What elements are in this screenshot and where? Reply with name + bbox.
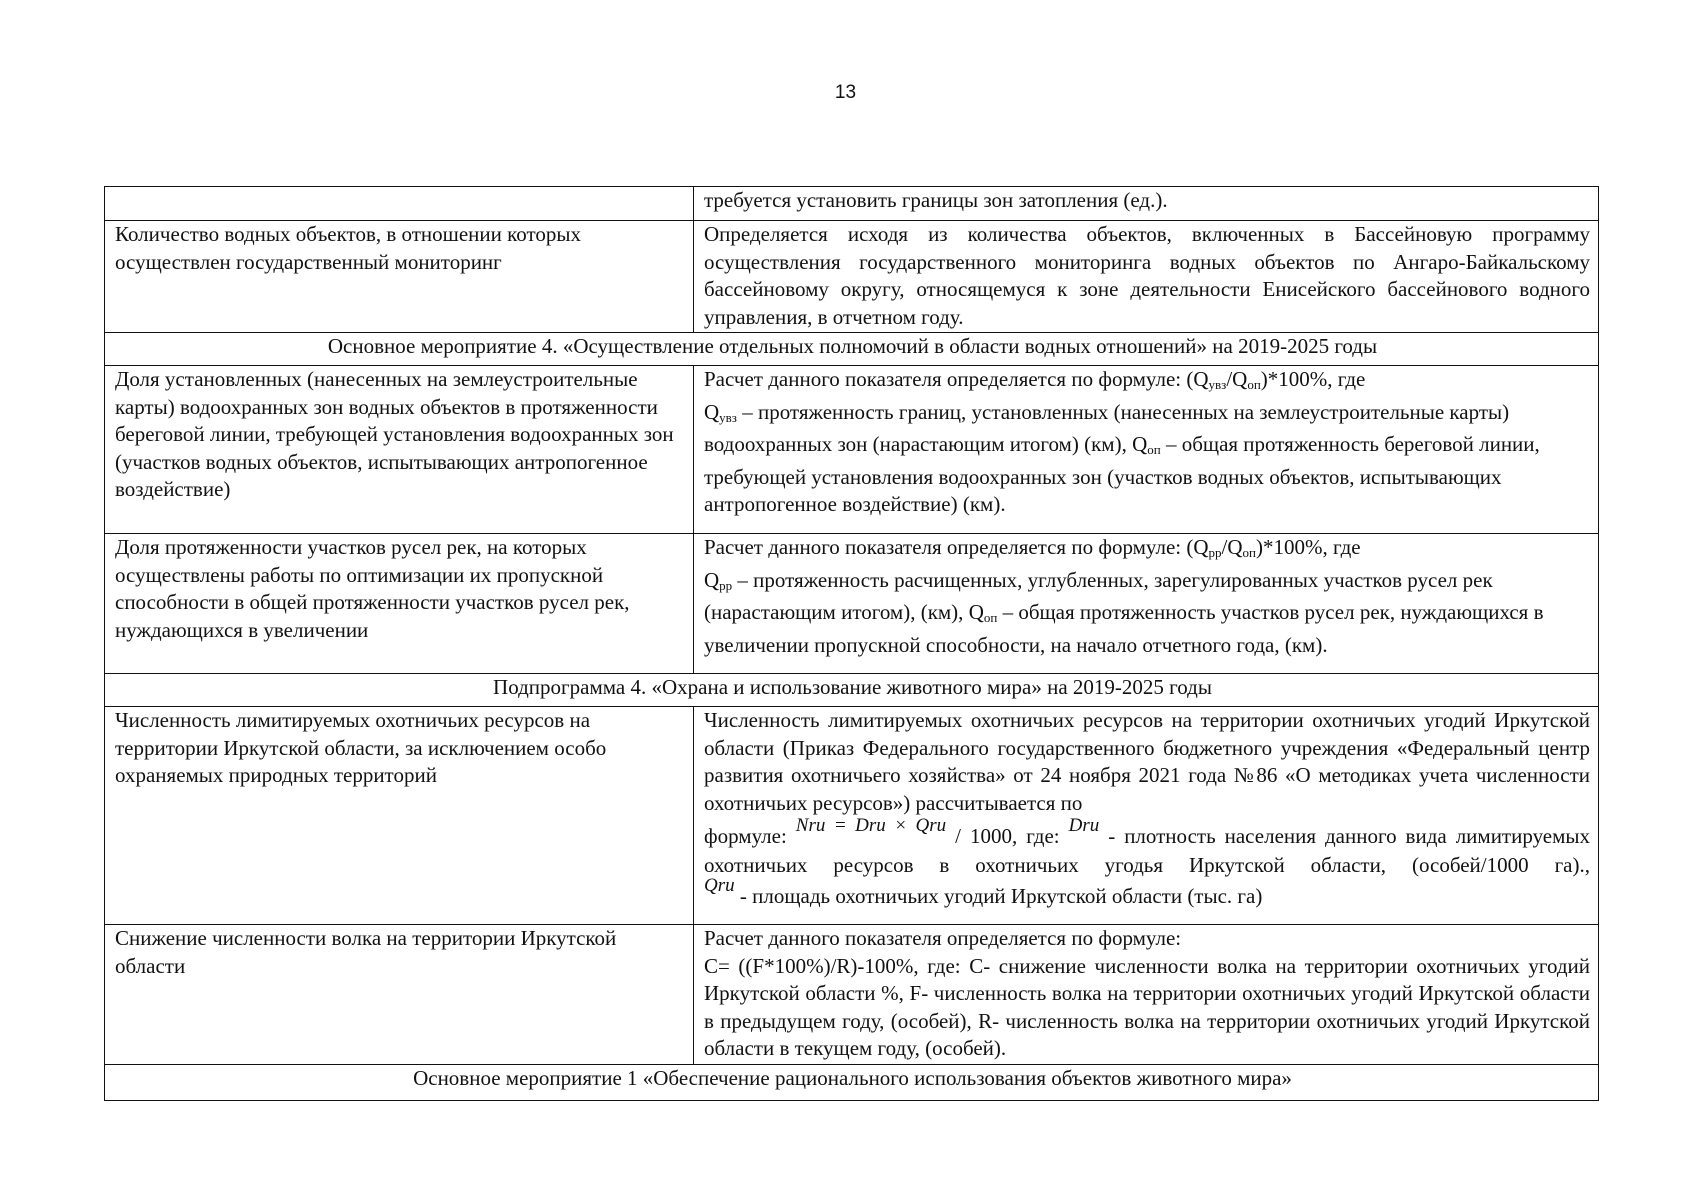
area-symbol: Qru [704,875,735,896]
page-number: 13 [834,82,857,103]
indicator-name-cell: Количество водных объектов, в отношении которых осуществлен государственный мониторинг [105,221,694,333]
indicator-table [104,186,1599,1101]
calculation-method-cell [694,534,1599,674]
indicator-name-cell: Доля протяженности участков русел рек, на которых осуществлены работы по оптимизации их пропускной способности в общей протяженности участков русел рек, нуждающихся в увеличении [105,534,694,674]
indicator-name-cell: Численность лимитируемых охотничьих ресурсов на территории Иркутской области, за исключением особо охраняемых природных территорий [105,707,694,925]
table-row [105,366,1599,534]
table-row [105,925,1599,1065]
density-symbol: Dru [1068,815,1100,836]
table-row [105,187,1599,221]
formula-intro: Численность лимитируемых охотничьих ресурсов на территории охотничьих угодий Иркутской области (Приказ Федерального государственного бюджетного учреждения «Федеральный центр развития охотничьего хозяйства» от 24 ноября 2021 года №86 «О методиках учета численности охотничьих ресурсов») рассчитывается по [704,708,1590,815]
table-row [105,534,1599,674]
calculation-method-cell: Определяется исходя из количества объектов, включенных в Бассейновую программу осуществления государственного мониторинга водных объектов по Ангаро-Байкальскому бассейновому округу, относящемуся к зоне деятельности Енисейского бассейнового водного управления, в отчетном году. [694,221,1599,333]
section-title: Основное мероприятие 4. «Осуществление отдельных полномочий в области водных отношений» на 2019-2025 годы [105,333,1599,366]
formula-expression: Nru = Dru × Qru [795,815,947,836]
formula-line: Расчет данного показателя определяется по формуле: [704,926,1182,950]
formula-line: формуле: Nru = Dru × Qru / 1000, где: Dru - плотность населения данного вида лимитируемых охотничьих ресурсов в охотничьих угодья Иркутской области, (особей/1000 га)., [704,815,1591,877]
formula-area: Qru - площадь охотничьих угодий Иркутской области (тыс. га) [704,875,1263,908]
formula-line: Расчет данного показателя определяется по формуле: $(Q_{увз}/Q_{оп})*100\%$, где [704,367,1366,392]
formula-line: Расчет данного показателя определяется по формуле: $(Q_{рр}/Q_{оп})*100\%$, где [704,535,1361,560]
section-title: Подпрограмма 4. «Охрана и использование животного мира» на 2019-2025 годы [105,674,1599,707]
formula-explanation: С= ((F*100%)/R)-100%, где: С- снижение численности волка на территории охотничьих угодий Иркутской области %, F- численность волка на территории охотничьих угодий Иркутской области в предыдущем году, (особей), R- численность волка на территории охотничьих угодий Иркутской области в текущем году, (особей). [704,953,1590,1060]
formula-explanation: $Q_{увз}$ – протяженность границ, установленных (нанесенных на землеустроительные карты) водоохранных зон (нарастающим итогом) (км), $Q_{оп}$ – общая протяженность береговой линии, требующей установления водоохранных зон (участков водных объектов, испытывающих антропогенное воздействие) (км). [704,399,1540,516]
calculation-method-cell [694,925,1599,1065]
section-header-row [105,1065,1599,1101]
indicator-name-cell: Снижение численности волка на территории Иркутской области [105,925,694,1065]
table-row [105,707,1599,925]
indicator-name-cell: Доля установленных (нанесенных на землеустроительные карты) водоохранных зон водных объектов в протяженности береговой линии, требующей установления водоохранных зон (участков водных объектов, испытывающих антропогенное воздействие) [105,366,694,534]
formula-explanation: $Q_{рр}$ – протяженность расчищенных, углубленных, зарегулированных участков русел рек (нарастающим итогом), (км), $Q_{оп}$ – общая протяженность участков русел рек, нуждающихся в увеличении пропускной способности, на начало отчетного года, (км). [704,567,1544,657]
calculation-method-cell: требуется установить границы зон затопления (ед.). [694,187,1599,221]
section-header-row [105,674,1599,707]
indicator-name-cell [105,187,694,221]
section-header-row [105,333,1599,366]
calculation-method-cell [694,366,1599,534]
section-title: Основное мероприятие 1 «Обеспечение рационального использования объектов животного мира» [105,1065,1599,1101]
calculation-method-cell [694,707,1599,925]
table-row [105,221,1599,333]
